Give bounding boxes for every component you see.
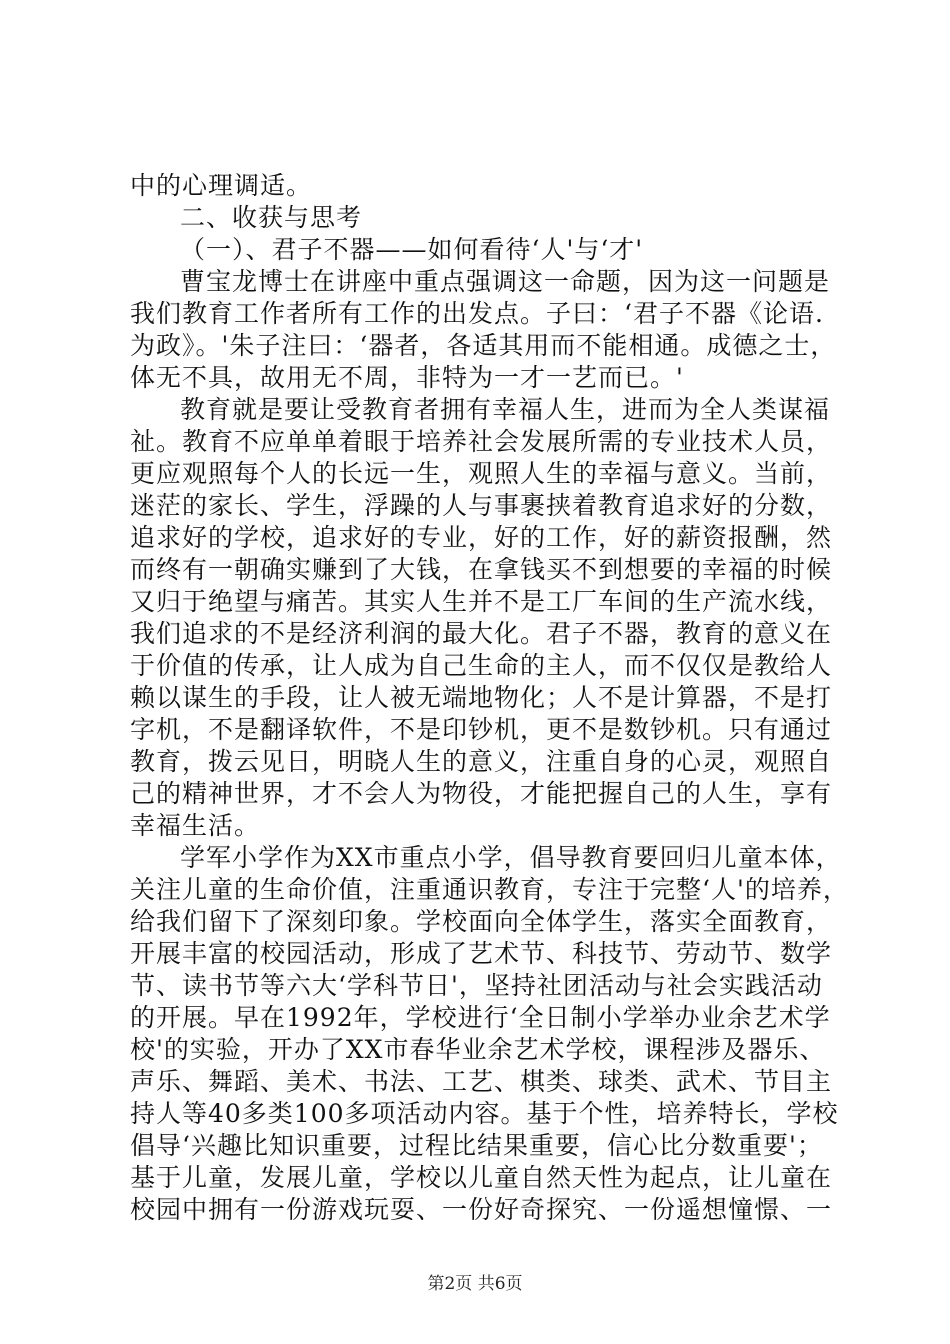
document-body <box>130 170 849 1226</box>
text-line: 赖以谋生的手段，让人被无端地物化；人不是计算器，不是打 <box>130 683 833 712</box>
text-line: 倡导‘兴趣比知识重要，过程比结果重要，信心比分数重要'； <box>130 1131 823 1160</box>
text-line: 校'的实验，开办了XX市春华业余艺术学校，课程涉及器乐、 <box>130 1035 826 1064</box>
text-line: 己的精神世界，才不会人为物役，才能把握自己的人生，享有 <box>130 779 833 808</box>
text-line: 迷茫的家长、学生，浮躁的人与事裹挟着教育追求好的分数， <box>130 491 833 520</box>
paragraph-start: 曹宝龙博士在讲座中重点强调这一命题，因为这一问题是 <box>180 267 831 296</box>
text-line: 体无不具，故用无不周，非特为一才一艺而已。' <box>130 363 684 392</box>
text-line: 开展丰富的校园活动，形成了艺术节、科技节、劳动节、数学 <box>130 939 833 968</box>
text-line: 声乐、舞蹈、美术、书法、工艺、棋类、球类、武术、节目主 <box>130 1067 833 1096</box>
text-line: 而终有一朝确实赚到了大钱，在拿钱买不到想要的幸福的时候 <box>130 555 833 584</box>
text-line: 祉。教育不应单单着眼于培养社会发展所需的专业技术人员， <box>130 427 833 456</box>
text-line: 幸福生活。 <box>130 811 261 840</box>
text-line: 又归于绝望与痛苦。其实人生并不是工厂车间的生产流水线， <box>130 587 833 616</box>
paragraph-start: 学军小学作为XX市重点小学，倡导教育要回归儿童本体， <box>180 843 842 872</box>
text-line: 校园中拥有一份游戏玩耍、一份好奇探究、一份遥想憧憬、一 <box>130 1195 833 1224</box>
subsection-heading: （一）、君子不器——如何看待‘人'与‘才' <box>180 235 644 264</box>
text-line: 给我们留下了深刻印象。学校面向全体学生，落实全面教育， <box>130 907 833 936</box>
text-line: 为政》。'朱子注曰：‘器者，各适其用而不能相通。成德之士， <box>130 331 837 360</box>
text-line: 中的心理调适。 <box>130 171 313 200</box>
text-line: 于价值的传承，让人成为自己生命的主人，而不仅仅是教给人 <box>130 651 833 680</box>
text-line: 基于儿童，发展儿童，学校以儿童自然天性为起点，让儿童在 <box>130 1163 833 1192</box>
text-line: 的开展。早在1992年，学校进行‘全日制小学举办业余艺术学 <box>130 1003 831 1032</box>
text-line: 更应观照每个人的长远一生，观照人生的幸福与意义。当前， <box>130 459 833 488</box>
text-line: 持人等40多类100多项活动内容。基于个性，培养特长，学校 <box>130 1099 839 1128</box>
text-line: 追求好的学校，追求好的专业，好的工作，好的薪资报酬，然 <box>130 523 833 552</box>
section-heading: 二、收获与思考 <box>180 203 363 232</box>
paragraph-start: 教育就是要让受教育者拥有幸福人生，进而为全人类谋福 <box>180 395 831 424</box>
page-number-footer: 第2页 共6页 <box>427 1274 523 1294</box>
text-line: 节、读书节等六大‘学科节日'，坚持社团活动与社会实践活动 <box>130 971 823 1000</box>
text-line: 我们教育工作者所有工作的出发点。子曰：‘君子不器《论语. <box>130 299 824 328</box>
text-line: 我们追求的不是经济利润的最大化。君子不器，教育的意义在 <box>130 619 833 648</box>
text-line: 关注儿童的生命价值，注重通识教育，专注于完整‘人'的培养， <box>130 875 849 904</box>
text-line: 字机，不是翻译软件，不是印钞机，更不是数钞机。只有通过 <box>130 715 833 744</box>
text-line: 教育，拨云见日，明晓人生的意义，注重自身的心灵，观照自 <box>130 747 833 776</box>
